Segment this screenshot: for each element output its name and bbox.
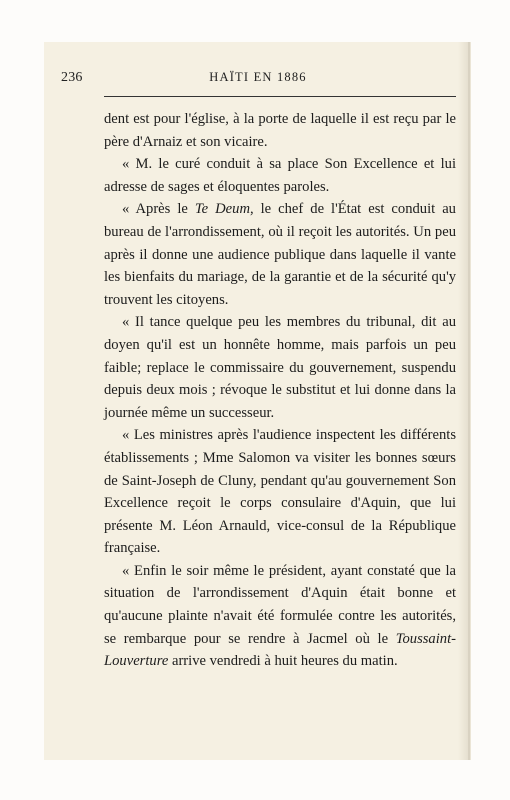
body-text xyxy=(104,108,456,673)
paragraph-6-after: arrive vendredi à huit heures du matin. xyxy=(168,653,398,670)
page-edge-shadow xyxy=(458,42,468,760)
paragraph-2: « M. le curé conduit à sa place Son Excellence et lui adresse de sages et éloquentes paroles. xyxy=(104,156,456,195)
paragraph-6-before: « Enfin le soir même le président, ayant constaté que la situation de l'arrondissement d'Aquin était bonne et qu'aucune plainte n'avait été formulée contre les autorités, se rembarque pour se rendre à Jacmel où le xyxy=(104,562,456,647)
paragraph-1: dent est pour l'église, à la porte de laquelle il est reçu par le père d'Arnaiz et son vicaire. xyxy=(104,111,456,150)
paragraph-3 xyxy=(104,198,456,311)
page-number: 236 xyxy=(61,70,83,85)
running-title: HAÏTI EN 1886 xyxy=(209,70,307,84)
paragraph-3-before: « Après le xyxy=(122,201,195,218)
paragraph-6 xyxy=(104,560,456,673)
te-deum-italic: Te Deum xyxy=(194,201,250,218)
paragraph-4: « Il tance quelque peu les membres du tribunal, dit au doyen qu'il est un honnête homme, mais parfois un peu faible; replace le commissaire du gouvernement, suspendu depuis deux mois ; révoque le substitut et lui donne dans la journée même un successeur. xyxy=(104,314,456,421)
page-header xyxy=(61,67,455,89)
paragraph-5: « Les ministres après l'audience inspectent les différents établissements ; Mme Salomon va visiter les bonnes sœurs de Saint-Joseph de Cluny, pendant qu'au gouvernement Son Excellence reçoit le corps consulaire d'Aquin, que lui présente M. Léon Arnauld, vice-consul de la République française. xyxy=(104,427,456,557)
header-rule xyxy=(104,96,456,97)
paragraph-3-after: , le chef de l'État est conduit au bureau de l'arrondissement, où il reçoit les autorités. Un peu après il donne une audience publique dans laquelle il vante les bienfaits du mariage, de la garantie et de la sécurité qu'y trouvent les citoyens. xyxy=(104,201,456,308)
ship-name-italic: Toussaint-Louverture xyxy=(104,630,456,670)
